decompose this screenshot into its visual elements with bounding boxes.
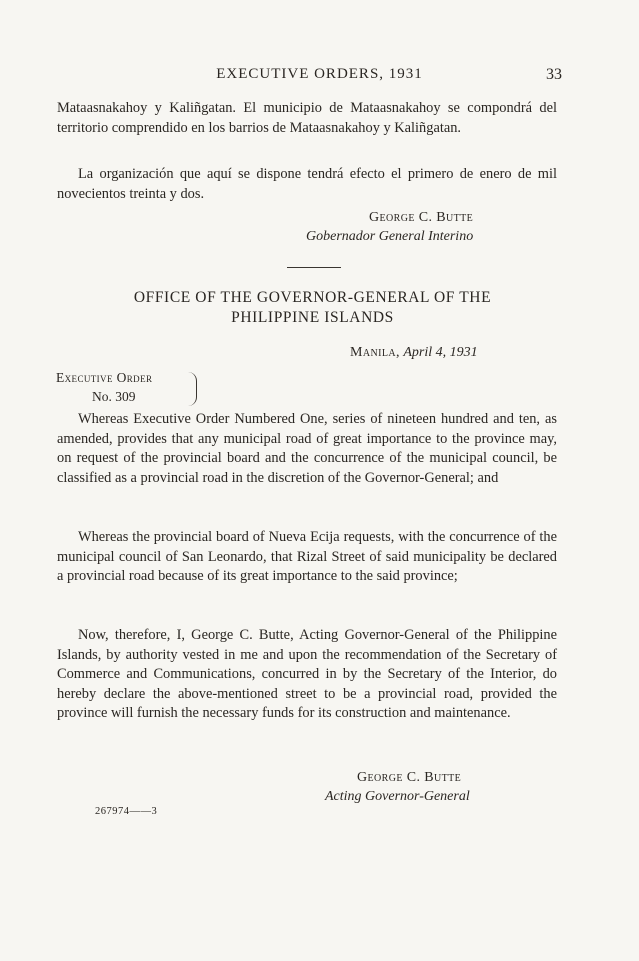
executive-order-title: Executive Order [56, 370, 153, 385]
section-divider [287, 267, 341, 268]
spanish-signature-name: George C. Butte [369, 210, 474, 225]
executive-order-label [56, 368, 152, 406]
body-paragraph-1: Whereas Executive Order Numbered One, series of nineteen hundred and ten, as amended, provides that any municipal road of great importance to the province may, on request of the provincial board and the concurrence of the municipal council, be classified as a provincial road in the discretion of the Governor-General; and [57, 411, 557, 486]
spanish-paragraph-1: Mataasnakahoy y Kaliñgatan. El municipio de Mataasnakahoy se compondrá del territorio comprendido en los barrios de Mataasnakahoy y Kaliñgatan. [57, 100, 557, 136]
spanish-paragraph-2: La organización que aquí se dispone tendrá efecto el primero de enero de mil novecientos treinta y dos. [57, 166, 557, 202]
bracket [188, 372, 197, 406]
office-heading-line-1: OFFICE OF THE GOVERNOR-GENERAL OF THE [133, 289, 492, 306]
body-signature-name: George C. Butte [357, 770, 462, 785]
office-heading-line-2: PHILIPPINE ISLANDS [231, 309, 394, 326]
dateline [350, 345, 478, 361]
executive-order-number: No. 309 [92, 389, 136, 404]
body-paragraph-3: Now, therefore, I, George C. Butte, Acting Governor-General of the Philippine Islands, by authority vested in me and upon the recommendation of the Secretary of Commerce and Communications, concurred in by the Secretary of the Interior, do hereby declare the above-mentioned street to be a provincial road, provided the province will furnish the necessary funds for its construction and maintenance. [57, 627, 557, 722]
body-paragraph-2: Whereas the provincial board of Nueva Ecija requests, with the concurrence of the municipal council of San Leonardo, that Rizal Street of said municipality be declared a provincial road because of its great importance to the said province; [57, 529, 557, 585]
spanish-signature-title: Gobernador General Interino [306, 229, 474, 244]
page-number: 33 [546, 66, 562, 83]
dateline-place: Manila, [350, 345, 400, 360]
printer-code: 267974——3 [95, 806, 158, 817]
body-signature-title: Acting Governor-General [325, 789, 470, 804]
running-title: EXECUTIVE ORDERS, 1931 [216, 66, 423, 82]
page-header [0, 66, 639, 90]
dateline-date: April 4, 1931 [403, 345, 478, 360]
